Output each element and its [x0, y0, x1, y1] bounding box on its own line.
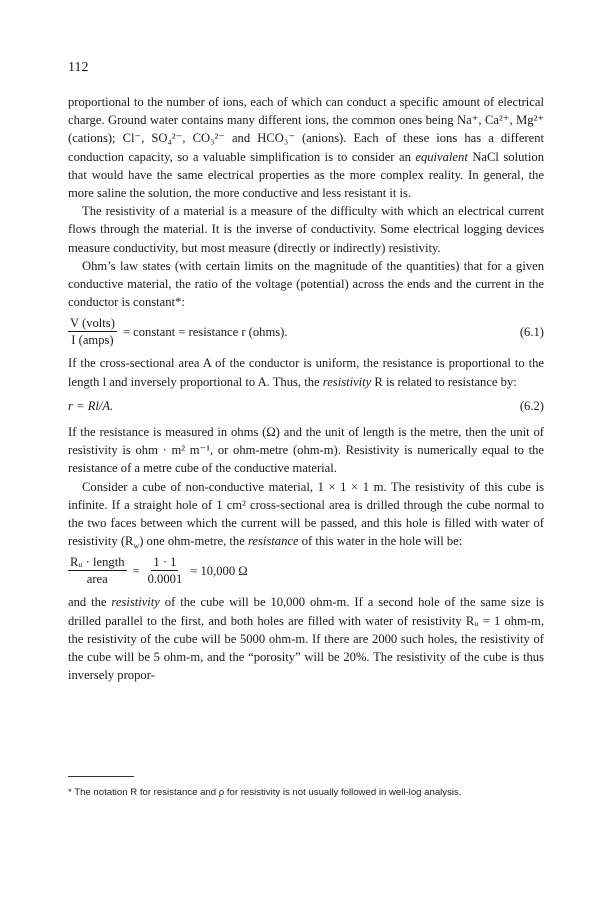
paragraph-2: The resistivity of a material is a measure of the difficulty with which an electrical current flows through the material. It is the inverse of conductivity. Some electrical logging devices measure conductivity, but most measure (directly or indirectly) resistivity. — [68, 204, 544, 255]
paragraph-text: of the cube will be 10,000 ohm-m. If a second hole of the same size is drilled parallel to the first, and both holes are filled with water of resistivity Rᵤ = 1 ohm-m, the resistivity of the cube will be 5000 ohm-m. If there are 2000 such holes, the resistivity of the cube will be 5 ohm-m, and the “porosity” will be 20%. The resistivity of the cube is thus inversely propor- — [68, 595, 544, 683]
equation-text: r = Rl/A. — [68, 398, 114, 413]
paragraph-4 — [68, 354, 544, 390]
equation-text: = 10,000 Ω — [190, 563, 248, 578]
paragraph-7 — [68, 593, 544, 684]
paragraph-3: Ohm’s law states (with certain limits on the magnitude of the quantities) that for a given conductive material, the ratio of the voltage (potential) across the ends and the current in the conductor is constant*: — [68, 258, 544, 310]
paragraph-6 — [68, 478, 544, 551]
equation-number: (6.2) — [519, 398, 544, 413]
fraction-denominator: area — [86, 572, 108, 587]
paragraph-text: R is related to resistance by: — [371, 374, 517, 389]
paragraph-1 — [68, 93, 544, 202]
numeric-fraction — [146, 554, 185, 587]
equals-sign: = — [132, 563, 140, 578]
paragraph-text: Consider a cube of non-conductive material, 1 × 1 × 1 m. The resistivity of this cube is infinite. If a straight hole of 1 cm² cross-sectional area is drilled through the cube normal to the two faces between which the current will be passed, and this hole is filled with water of resistivity (R — [68, 479, 544, 549]
equation-6-1 — [68, 315, 544, 348]
equation-text: = constant = resistance r (ohms). — [122, 324, 288, 339]
paragraph-text: ) one ohm-metre, the — [139, 534, 248, 549]
paragraph-5: If the resistance is measured in ohms (Ω) and the unit of length is the metre, then the unit of resistivity is ohm · m² m⁻¹, or ohm-metre (ohm-m). Resistivity is numerically equal to the resistance of a metre cube of the conductive material. — [68, 425, 544, 476]
emphasis: resistance — [247, 534, 299, 549]
voltage-current-fraction — [68, 315, 117, 348]
paragraph-text: of this water in the hole will be: — [298, 534, 463, 549]
fraction-numerator: 1 · 1 — [153, 555, 177, 570]
fraction-numerator: Rᵤ · length — [70, 555, 125, 570]
resistance-fraction — [68, 554, 127, 587]
emphasis: equivalent — [415, 149, 468, 164]
equation-number: (6.1) — [519, 324, 544, 339]
equation-resistance — [68, 554, 544, 587]
subscript: w — [133, 541, 140, 551]
footnote: * The notation R for resistance and ρ for resistivity is not usually followed in well-log analysis. — [68, 787, 462, 798]
paragraph-text: proportional to the number of ions, each of which can conduct a specific amount of electrical charge. Ground water contains many different ions, the common ones being Na⁺, Ca²⁺, Mg²⁺ (cations); Cl⁻, SO₄²⁻, CO₃²⁻ and HCO₃⁻ (anions). Each of these ions has a different conduction capacity, so a valuable simplification is to consider an — [68, 95, 544, 164]
paragraph-text: NaCl solution that would have the same electrical properties as the more complex reality. In general, the more saline the solution, the more conductive and less resistant it is. — [68, 149, 544, 201]
body-text — [68, 93, 544, 684]
equation-6-2 — [68, 397, 544, 415]
paragraph-text: If the cross-sectional area A of the conductor is uniform, the resistance is proportional to the length l and inversely proportional to A. Thus, the — [68, 356, 544, 389]
paragraph-text: and the — [68, 595, 112, 610]
emphasis: resistivity — [111, 595, 160, 610]
page-number: 112 — [68, 60, 89, 75]
emphasis: resistivity — [322, 374, 372, 389]
fraction-numerator: V (volts) — [70, 316, 115, 331]
fraction-denominator: I (amps) — [71, 333, 114, 348]
fraction-denominator: 0.0001 — [147, 572, 183, 587]
footnote-rule — [68, 776, 134, 777]
